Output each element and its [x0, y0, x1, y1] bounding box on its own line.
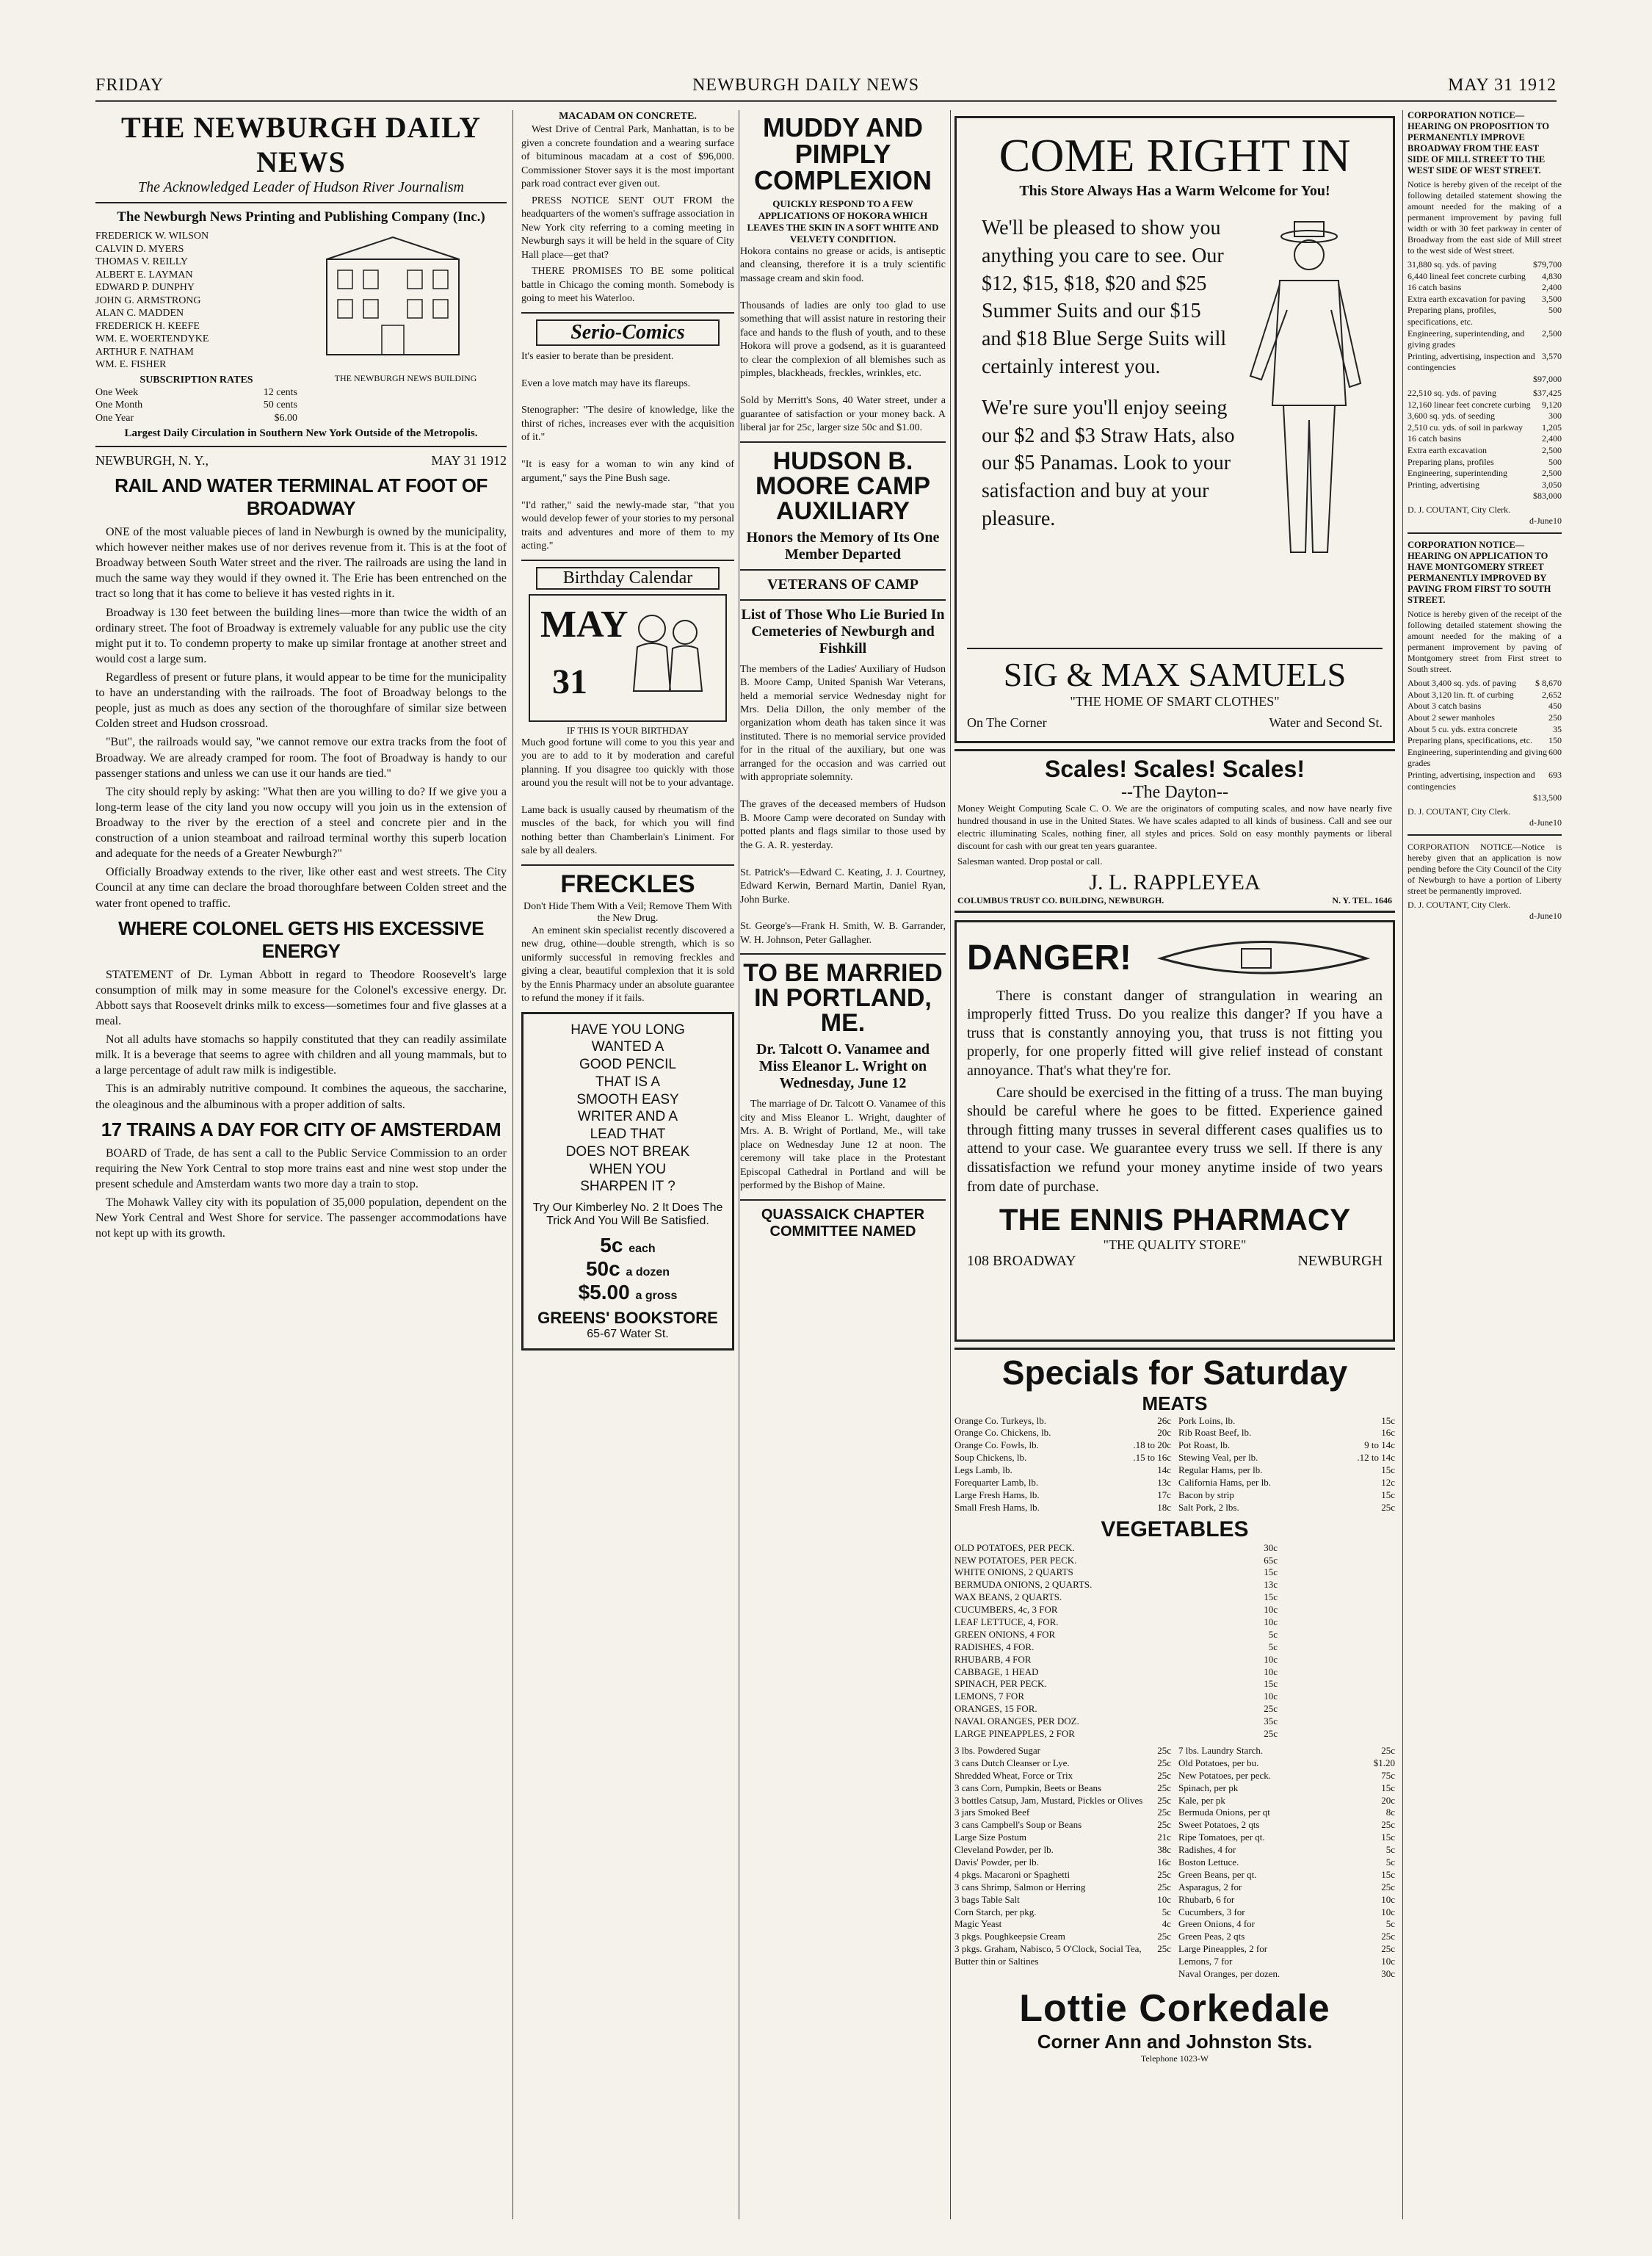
cost-item: Engineering, superintending and giving grades 600	[1408, 746, 1562, 769]
grocery-item: Cleveland Powder, per lb. 38c	[954, 1844, 1171, 1856]
grocery-item: Shredded Wheat, Force or Trix 25c	[954, 1769, 1171, 1781]
cost-item: Preparing plans, specifications, etc. 150	[1408, 735, 1562, 746]
samuels-store-name: SIG & MAX SAMUELS	[1003, 656, 1347, 693]
notice-broadway-text: Notice is hereby given of the receipt of the following detailed statement showing the amount needed for the making of a permanent improvement by paving full width or with 30 feet parkway in center of Broadway from the east side of Mill street to the west side of West street.	[1408, 179, 1562, 256]
cost-item: 2,510 cu. yds. of soil in parkway 1,205	[1408, 422, 1562, 433]
grocery-item: Magic Yeast 4c	[954, 1918, 1171, 1930]
subscription-rates: One Week 12 cents One Month 50 cents One Year $6.00	[95, 386, 297, 424]
grocery-item: Rhubarb, 6 for 10c	[1178, 1893, 1395, 1905]
freckles-text: An eminent skin specialist recently discovered a new drug, othine—double strength, which is so uniformly successful in removing freckles and giving a clear, beautiful complexion that it is sold by the Ennis Pharmacy under an absolute guarantee to refund the money if it fails.	[521, 925, 734, 1005]
circulation-claim: Largest Daily Circulation in Southern New York Outside of the Metropolis.	[124, 427, 478, 439]
samuels-body: We'll be pleased to show you anything you care to see. Our $12, $15, $18, $20 and $25 Summer Suits and our $15 and $18 Blue Serge Suits will certainly interest you. We're sure you'll enjoy seeing our $2 and $3 Straw Hats, also our $5 Panamas. Look to your satisfaction and buy at your pleasure.	[982, 217, 1235, 530]
scales-salesman: Salesman wanted. Drop postal or call.	[957, 855, 1103, 867]
cost-item: Printing, advertising, inspection and contingencies 3,570	[1408, 350, 1562, 373]
notice-broadway-total: $97,000	[1533, 373, 1562, 384]
meat-item: Rib Roast Beef, lb. 16c	[1178, 1427, 1395, 1439]
header-paper: NEWBURGH DAILY NEWS	[692, 75, 920, 95]
cost-item: About 5 cu. yds. extra concrete 35	[1408, 723, 1562, 734]
notice-montgomery-signature: D. J. COUTANT, City Clerk.	[1408, 806, 1511, 817]
danger-body: There is constant danger of strangulation in wearing an improperly fitted Truss. Do you realize this danger? If you have a truss that is constantly annoying you, that truss is not fitting you properly, for one properly fitted will give relief instead of constant annoyance. That's what they're for. Care should be exercised in the fitting of a truss. The man buying should be careful where he goes to be fitted. Experience gained through fitting many trusses in several different cases qualifies us to attend to your case. We guarantee every truss we sell. If there is any dissatisfaction we refund your money anytime inside of two years from date of purchase.	[967, 987, 1383, 1195]
grocery-item: New Potatoes, per peck. 75c	[1178, 1769, 1395, 1781]
cost-item: 22,510 sq. yds. of paving $37,425	[1408, 387, 1562, 398]
vegetable-item: OLD POTATOES, PER PECK. 30c	[954, 1541, 1278, 1553]
meat-item: Regular Hams, per lb. 15c	[1178, 1464, 1395, 1476]
auxiliary-sub-c: List of Those Who Lie Buried In Cemeteries of Newburgh and Fishkill	[741, 606, 945, 657]
pencil-price-each: 5c each	[600, 1234, 656, 1257]
grocery-item: Ripe Tomatoes, per qt. 15c	[1178, 1832, 1395, 1843]
vegetable-item: LEMONS, 7 FOR 10c	[954, 1691, 1278, 1702]
grocery-item: 7 lbs. Laundry Starch. 25c	[1178, 1744, 1395, 1756]
meat-item: Legs Lamb, lb. 14c	[954, 1464, 1171, 1476]
married-heading: TO BE MARRIED IN PORTLAND, ME.	[743, 959, 943, 1038]
notice-liberty-text: CORPORATION NOTICE—Notice is hereby given that an application is now pending before the City Council of the City of Newburgh to have a portion of Liberty street be permanently improved.	[1408, 842, 1562, 897]
truss-danger-ad	[954, 920, 1395, 1342]
grocery-item: Naval Oranges, per dozen. 30c	[1178, 1967, 1395, 1979]
meat-item: Forequarter Lamb, lb. 13c	[954, 1477, 1171, 1489]
grocery-item: Boston Lettuce. 5c	[1178, 1856, 1395, 1868]
meats-heading: MEATS	[1142, 1392, 1208, 1414]
freckles-heading: FRECKLES	[560, 870, 695, 898]
grocery-item: Old Potatoes, per bu. $1.20	[1178, 1757, 1395, 1768]
grocery-item: Large Pineapples, 2 for 25c	[1178, 1943, 1395, 1955]
grocery-item: 3 cans Dutch Cleanser or Lye. 25c	[954, 1757, 1171, 1768]
dayton-scales-ad	[954, 749, 1395, 913]
scales-body: Money Weight Computing Scale C. O. We are the originators of computing scales, and now have nearly five hundred thousand in use in the United States. We have scales adapted to all kinds of business. Call and see our electric illuminating Scales, nothing finer, all styles and prices. Sold on easy monthly payments or liberal discount for cash with our great ten years guarantee.	[957, 803, 1392, 851]
gentleman-illustration	[1236, 214, 1383, 585]
grocery-item: 4 pkgs. Macaroni or Spaghetti 25c	[954, 1868, 1171, 1880]
masthead: THE NEWBURGH DAILY NEWS	[121, 111, 481, 178]
cost-item: Engineering, superintending 2,500	[1408, 468, 1562, 479]
vegetable-item: LEAF LETTUCE, 4, FOR. 10c	[954, 1616, 1278, 1628]
truss-icon	[1153, 933, 1374, 984]
editorial-column	[95, 110, 513, 2219]
column-two	[521, 110, 739, 2219]
samuels-location: On The Corner Water and Second St.	[967, 715, 1383, 730]
notice-montgomery-total: $13,500	[1533, 792, 1562, 803]
notice-broadway-items	[1408, 259, 1562, 374]
cost-item: About 3 catch basins 450	[1408, 701, 1562, 712]
cost-item: 3,600 sq. yds. of seeding 300	[1408, 411, 1562, 422]
meat-item: Orange Co. Fowls, lb. .18 to 20c	[954, 1439, 1171, 1451]
married-subheading: Dr. Talcott O. Vanamee and Miss Eleanor L. Wright on Wednesday, June 12	[756, 1041, 930, 1092]
cost-item: Extra earth excavation for paving 3,500	[1408, 293, 1562, 304]
news-building-illustration: THE NEWBURGH NEWS BUILDING	[305, 230, 507, 424]
meat-item: Orange Co. Chickens, lb. 20c	[954, 1427, 1171, 1439]
header-date: MAY 31 1912	[1448, 75, 1557, 95]
specials-headline: Specials for Saturday	[1001, 1353, 1348, 1392]
page-header	[95, 70, 1557, 102]
vegetable-item: NEW POTATOES, PER PECK. 65c	[954, 1554, 1278, 1566]
meat-item: Salt Pork, 2 lbs. 25c	[1178, 1501, 1395, 1513]
pencil-address: 65-67 Water St.	[587, 1328, 669, 1341]
meat-item: Orange Co. Turkeys, lb. 26c	[954, 1414, 1171, 1426]
notice-montgomery-items	[1408, 678, 1562, 792]
auxiliary-sub-a: Honors the Memory of Its One Member Departed	[746, 529, 940, 563]
danger-headline: DANGER!	[967, 939, 1131, 978]
saturday-specials-ad	[954, 1348, 1395, 2064]
vegetable-item: RHUBARB, 4 FOR 10c	[954, 1653, 1278, 1665]
corkedale-telephone: Telephone 1023-W	[1140, 2053, 1209, 2064]
grocery-item: Spinach, per pk 15c	[1178, 1782, 1395, 1793]
vegetable-item: WHITE ONIONS, 2 QUARTS 15c	[954, 1566, 1278, 1578]
cost-item: Preparing plans, profiles 500	[1408, 456, 1562, 467]
freckles-subheading: Don't Hide Them With a Veil; Remove Them With the New Drug.	[524, 900, 732, 924]
grocery-item: Radishes, 4 for 5c	[1178, 1844, 1395, 1856]
notice-liberty-signature: D. J. COUTANT, City Clerk.	[1408, 900, 1511, 911]
auxiliary-heading: HUDSON B. MOORE CAMP AUXILIARY	[756, 446, 930, 525]
editorial-colonel-body: STATEMENT of Dr. Lyman Abbott in regard to Theodore Roosevelt's large consumption of milk may in some measure for the Colonel's excessive energy. Dr. Abbott says that Roosevelt drinks milk to excess—sometimes four and five glasses at a meal. Not all adults have stomachs so happily constituted that they can readily assimilate milk. It is a beverage that seems to agree with children and all young mammals, but to a large percentage of adult raw milk is indigestible. This is an admirably nutritive compound. It combines the aqueous, the saccharine, the oleaginous and the albuminous with a proper addition of salts.	[95, 968, 507, 1111]
cost-item: 16 catch basins 2,400	[1408, 282, 1562, 293]
serio-comics-text: It's easier to berate than be president. Even a love match may have its flareups. Stenographer: "The desire of knowledge, like the thirst of riches, increases ever with the acquisition of it." "It is easy for a woman to win any kind of argument," says the Pine Bush sage. "I'd rather," said the newly-made star, "that you would develop fewer of your stories to my personal traits and adventures and more of them to my acting."	[521, 350, 734, 552]
grocery-item: 3 jars Smoked Beef 25c	[954, 1807, 1171, 1818]
cost-item: Printing, advertising, inspection and contingencies 693	[1408, 770, 1562, 792]
grocery-item: Lemons, 7 for 10c	[1178, 1956, 1395, 1967]
auxiliary-sub-b: VETERANS OF CAMP	[767, 576, 919, 593]
married-text: The marriage of Dr. Talcott O. Vanamee of this city and Miss Eleanor L. Wright, daughter of Mrs. A. B. Wright of Portland, Me., will take place on Wednesday June 12 at noon. The ceremony will take place in the Protestant Episcopal Cathedral in Portland and will be performed by the Bishop of Maine.	[740, 1099, 946, 1192]
grocery-item: Green Peas, 2 qts 25c	[1178, 1931, 1395, 1942]
scales-subheadline: --The Dayton--	[1121, 783, 1228, 802]
cost-item: About 3,400 sq. yds. of paving $ 8,670	[1408, 678, 1562, 689]
samuels-ad	[954, 116, 1395, 743]
notice-montgomery-code: d-June10	[1529, 817, 1562, 828]
meats-list	[954, 1415, 1395, 1514]
vegetable-item: NAVAL ORANGES, PER DOZ. 35c	[954, 1716, 1278, 1727]
grocery-item: 3 cans Corn, Pumpkin, Beets or Beans 25c	[954, 1782, 1171, 1793]
publisher: The Newburgh News Printing and Publishing Company (Inc.)	[117, 209, 485, 225]
cost-item: 16 catch basins 2,400	[1408, 433, 1562, 444]
meat-item: Pot Roast, lb. 9 to 14c	[1178, 1439, 1395, 1451]
editorial-terminal-body: ONE of the most valuable pieces of land in Newburgh is owned by the municipality, which however neither makes use of nor derives revenue from it. This is at the foot of Broadway between South Water street and the river. The railroads are using the land in much the same way they would if they owned it. The Erie has been entrenched on the tract so long that it has come to believe it has vested rights in it. Broadway is 130 feet between the building lines—more than twice the width of an ordinary street. The foot of Broadway is extremely valuable for any public use the city might put it to. To condemn property to make up similar frontage at another street and would cost a large sum. Regardless of present or future plans, it would appear to be time for the municipality to have an understanding with the railroads. The foot of Broadway belongs to the people, just as much as does any section of the thoroughfare of similar size between Colden street and Hudson crossroad. "But", the railroads would say, "we cannot remove our extra tracks from the foot of Broadway. We are already cramped for room. The foot of Broadway is handy to our passenger stations and unless we can use it our hands are tied." The city should reply by asking: "What then are you willing to do? If we give you a long-term lease of the city land you now occupy will you join us in the extension of Broadway to the river by the erection of a steel and concrete pier and in the construction of a union steamboat and railroad terminal worthy this superb location and adequate for the needs of a Greater Newburgh?" Officially Broadway extends to the river, like other east and west streets. The City Council at any time can declare the broad thoroughfare between Colden street and the water front opened to traffic.	[95, 526, 507, 910]
notice-liberty-code: d-June10	[1529, 911, 1562, 922]
cost-item: Preparing plans, profiles, specifications, etc. 500	[1408, 305, 1562, 327]
meat-item: Bacon by strip 15c	[1178, 1489, 1395, 1500]
ennis-pharmacy-name: THE ENNIS PHARMACY	[999, 1202, 1351, 1237]
grocery-item: Green Beans, per qt. 15c	[1178, 1868, 1395, 1880]
cost-item: Engineering, superintending, and giving grades 2,500	[1408, 328, 1562, 350]
grocery-item: 3 pkgs. Poughkeepsie Cream 25c	[954, 1931, 1171, 1942]
grocery-item: 3 bottles Catsup, Jam, Mustard, Pickles or Olives 25c	[954, 1794, 1171, 1806]
birthday-illustration: MAY 31	[529, 594, 727, 722]
grocery-item: Asparagus, 2 for 25c	[1178, 1881, 1395, 1892]
editorial-heading-trains: 17 TRAINS A DAY FOR CITY OF AMSTERDAM	[101, 1118, 501, 1140]
pencil-price-gross: $5.00 a gross	[578, 1281, 678, 1304]
grocery-item: 3 lbs. Powdered Sugar 25c	[954, 1744, 1171, 1756]
cost-item: Extra earth excavation 2,500	[1408, 444, 1562, 455]
rappleyea-name: J. L. RAPPLEYEA	[1089, 870, 1261, 894]
grocery-item: Davis' Powder, per lb. 16c	[954, 1856, 1171, 1868]
meat-item: Pork Loins, lb. 15c	[1178, 1414, 1395, 1426]
cost-item: About 2 sewer manholes 250	[1408, 712, 1562, 723]
ennis-address: 108 BROADWAY NEWBURGH	[967, 1253, 1383, 1270]
grocery-item: Kale, per pk 20c	[1178, 1794, 1395, 1806]
vegetable-item: WAX BEANS, 2 QUARTS. 15c	[954, 1591, 1278, 1603]
rappleyea-address: COLUMBUS TRUST CO. BUILDING, NEWBURGH. N. Y. TEL. 1646	[957, 894, 1392, 905]
grocery-item: Green Onions, 4 for 5c	[1178, 1918, 1395, 1930]
scales-headline: Scales! Scales! Scales!	[1044, 756, 1305, 782]
vegetable-item: CUCUMBERS, 4c, 3 FOR 10c	[954, 1604, 1278, 1616]
grocery-item: Bermuda Onions, per qt 8c	[1178, 1807, 1395, 1818]
vegetable-item: ORANGES, 15 FOR. 25c	[954, 1703, 1278, 1715]
samuels-slogan: "THE HOME OF SMART CLOTHES"	[1070, 694, 1280, 709]
grocery-item: Sweet Potatoes, 2 qts 25c	[1178, 1819, 1395, 1831]
samuels-headline: COME RIGHT IN	[999, 129, 1351, 181]
pencil-price-dozen: 50c a dozen	[585, 1257, 670, 1281]
birthday-caption: IF THIS IS YOUR BIRTHDAY	[566, 724, 689, 736]
vegetable-item: GREEN ONIONS, 4 FOR 5c	[954, 1628, 1278, 1640]
legal-notices-column	[1402, 110, 1562, 2219]
samuels-subheadline: This Store Always Has a Warm Welcome for You!	[1019, 183, 1330, 199]
header-day: FRIDAY	[95, 75, 164, 95]
pencil-ad-body: Try Our Kimberley No. 2 It Does The Trick And You Will Be Satisfied.	[532, 1201, 723, 1228]
meat-item: Small Fresh Hams, lb. 18c	[954, 1501, 1171, 1513]
complexion-text: Hokora contains no grease or acids, is antiseptic and cleansing, therefore it is a truly scientific massage cream and skin food. Thousands of ladies are only too glad to use something that will assist nature in restoring their face and hands to the flush of youth, and to these Hokora will prove a godsend, as it is guaranteed to clear the complexion of all blemishes such as pimples, blackheads, freckles, wrinkles, etc. Sold by Merritt's Sons, 40 Water street, under a guarantee of satisfaction or your money back. A liberal jar for 25c, larger size 50c and $1.00.	[740, 246, 946, 434]
editorial-trains-body: BOARD of Trade, de has sent a call to the Public Service Commission to an order requiring the New York Central to stop more trains east and nine west stop under the present schedule and Amsterdam wants two more day a train to stop. The Mohawk Valley city with its population of 35,000 population, dependent on the New York Central and West Shore for service. The passenger accommodations have not kept up with its growth.	[95, 1146, 507, 1240]
grocery-item: Corn Starch, per pkg. 5c	[954, 1906, 1171, 1917]
notice-montgomery-text: Notice is hereby given of the receipt of the following detailed statement showing the amount needed for the making of a permanent improvement by paving of Montgomery street from First street to South street.	[1408, 609, 1562, 675]
corkedale-address: Corner Ann and Johnston Sts.	[1037, 2030, 1313, 2053]
complexion-subheading: QUICKLY RESPOND TO A FEW APPLICATIONS OF HOKORA WHICH LEAVES THE SKIN IN A SOFT WHITE AND VELVETY CONDITION.	[747, 198, 939, 245]
meat-item: Stewing Veal, per lb. .12 to 14c	[1178, 1452, 1395, 1464]
quassaick-heading: QUASSAICK CHAPTER COMMITTEE NAMED	[761, 1206, 925, 1240]
ennis-slogan: "THE QUALITY STORE"	[1103, 1237, 1247, 1253]
complexion-heading: MUDDY AND PIMPLY COMPLEXION	[753, 112, 932, 195]
serio-comics-title: Serio-Comics	[536, 319, 720, 346]
pencil-ad	[521, 1012, 734, 1351]
notice-broadway-heading: CORPORATION NOTICE—HEARING ON PROPOSITION TO PERMANENTLY IMPROVE BROADWAY FROM THE EAST SIDE OF MILL STREET TO THE WEST SIDE OF WEST STREET.	[1408, 110, 1549, 176]
corkedale-name: Lottie Corkedale	[1019, 1986, 1330, 2030]
cost-item: Printing, advertising 3,050	[1408, 479, 1562, 490]
column-three	[740, 110, 951, 2219]
notice-montgomery-heading: CORPORATION NOTICE—HEARING ON APPLICATION TO HAVE MONTGOMERY STREET PERMANENTLY IMPROVED BY PAVING FROM FIRST TO SOUTH STREET.	[1408, 540, 1551, 606]
vegetable-item: SPINACH, PER PECK. 15c	[954, 1678, 1278, 1690]
meat-item: Soup Chickens, lb. .15 to 16c	[954, 1452, 1171, 1464]
editorial-heading-colonel: WHERE COLONEL GETS HIS EXCESSIVE ENERGY	[118, 916, 484, 962]
grocery-item: 3 cans Shrimp, Salmon or Herring 25c	[954, 1881, 1171, 1892]
staff-list: FREDERICK W. WILSON CALVIN D. MYERS THOMAS V. REILLY ALBERT E. LAYMAN EDWARD P. DUNPHY JOHN G. ARMSTRONG ALAN C. MADDEN FREDERICK H. KEEFE WM. E. WOERTENDYKE ARTHUR F. NATHAM WM. E. FISHER	[95, 231, 209, 370]
vegetables-list	[954, 1542, 1278, 1740]
meat-item: California Hams, per lb. 12c	[1178, 1477, 1395, 1489]
grocery-item: 3 bags Table Salt 10c	[954, 1893, 1171, 1905]
advertisements-column	[954, 110, 1395, 2219]
subscription-title: SUBSCRIPTION RATES	[140, 374, 253, 386]
birthday-calendar-title: Birthday Calendar	[536, 567, 720, 590]
notice-broadway-signature: D. J. COUTANT, City Clerk.	[1408, 505, 1511, 516]
cost-item: 6,440 lineal feet concrete curbing 4,830	[1408, 270, 1562, 281]
masthead-tagline: The Acknowledged Leader of Hudson River Journalism	[137, 179, 464, 195]
grocery-list	[954, 1745, 1395, 1981]
column-two-notes: MACADAM ON CONCRETE. West Drive of Central Park, Manhattan, is to be given a concrete foundation and a wearing surface of bituminous macadam at a cost of $96,000. Commissioner Stover says it is the most important park road contract ever given out. PRESS NOTICE SENT OUT FROM the headquarters of the women's suffrage association in New York city referring to a coming meeting in Newburgh says it will be held in the square of City Hall place—get that? THERE PROMISES TO BE some political battle in Chicago the coming month. Somebody is going to meet his Waterloo.	[521, 111, 734, 305]
pencil-store: GREENS' BOOKSTORE	[537, 1309, 718, 1328]
meat-item: Large Fresh Hams, lb. 17c	[954, 1489, 1171, 1500]
editorial-heading-terminal: RAIL AND WATER TERMINAL AT FOOT OF BROADWAY	[115, 474, 488, 519]
grocery-item: 3 pkgs. Graham, Nabisco, 5 O'Clock, Social Tea, Butter thin or Saltines 25c	[954, 1943, 1171, 1967]
cost-item: About 3,120 lin. ft. of curbing 2,652	[1408, 689, 1562, 700]
birthday-text: Much good fortune will come to you this year and you are to add to it by moderation and careful planning. If you disagree too quickly with those around you the result will not be to your advantage. Lame back is usually caused by rheumatism of the muscles of the back, for which you will find nothing better than Chamberlain's Liniment. For sale by all dealers.	[521, 737, 734, 857]
cost-item: 12,160 linear feet concrete curbing 9,120	[1408, 399, 1562, 410]
vegetable-item: CABBAGE, 1 HEAD 10c	[954, 1666, 1278, 1677]
grocery-item: Cucumbers, 3 for 10c	[1178, 1906, 1395, 1917]
notice-broadway-total-parkway: $83,000	[1533, 491, 1562, 502]
grocery-item: Large Size Postum 21c	[954, 1832, 1171, 1843]
vegetable-item: BERMUDA ONIONS, 2 QUARTS. 13c	[954, 1579, 1278, 1591]
vegetable-item: LARGE PINEAPPLES, 2 FOR 25c	[954, 1728, 1278, 1740]
auxiliary-text: The members of the Ladies' Auxiliary of Hudson B. Moore Camp, United Spanish War Veterans, held a memorial service Wednesday night for Mrs. Delia Dillon, the only member of the organization whom death has taken since it was instituted. There is no memorial service provided for in the ritual of the auxiliary, but one was arranged for the occasion and was carried out with appropriate solemnity. The graves of the deceased members of Hudson B. Moore Camp were decorated on Sunday with potted plants and flags similar to those used by the G. A. R. yesterday. St. Patrick's—Edward C. Keating, J. J. Courtney, Edward Kerwin, Bernard Martin, Daniel Ryan, John Burke. St. George's—Frank H. Smith, W. B. Garrander, W. H. Johnson, Peter Gallagher.	[740, 663, 946, 946]
notice-broadway-code: d-June10	[1529, 516, 1562, 527]
grocery-item: 3 cans Campbell's Soup or Beans 25c	[954, 1819, 1171, 1831]
notice-broadway-items-parkway	[1408, 388, 1562, 491]
cost-item: 31,880 sq. yds. of paving $79,700	[1408, 259, 1562, 270]
pencil-ad-headline: HAVE YOU LONG WANTED A GOOD PENCIL THAT IS A SMOOTH EASY WRITER AND A LEAD THAT DOES NOT BREAK WHEN YOU SHARPEN IT ?	[565, 1022, 690, 1195]
vegetable-item: RADISHES, 4 FOR. 5c	[954, 1641, 1278, 1652]
editorial-dateline: NEWBURGH, N. Y., MAY 31 1912	[95, 453, 507, 468]
vegetables-heading: VEGETABLES	[1101, 1516, 1249, 1541]
